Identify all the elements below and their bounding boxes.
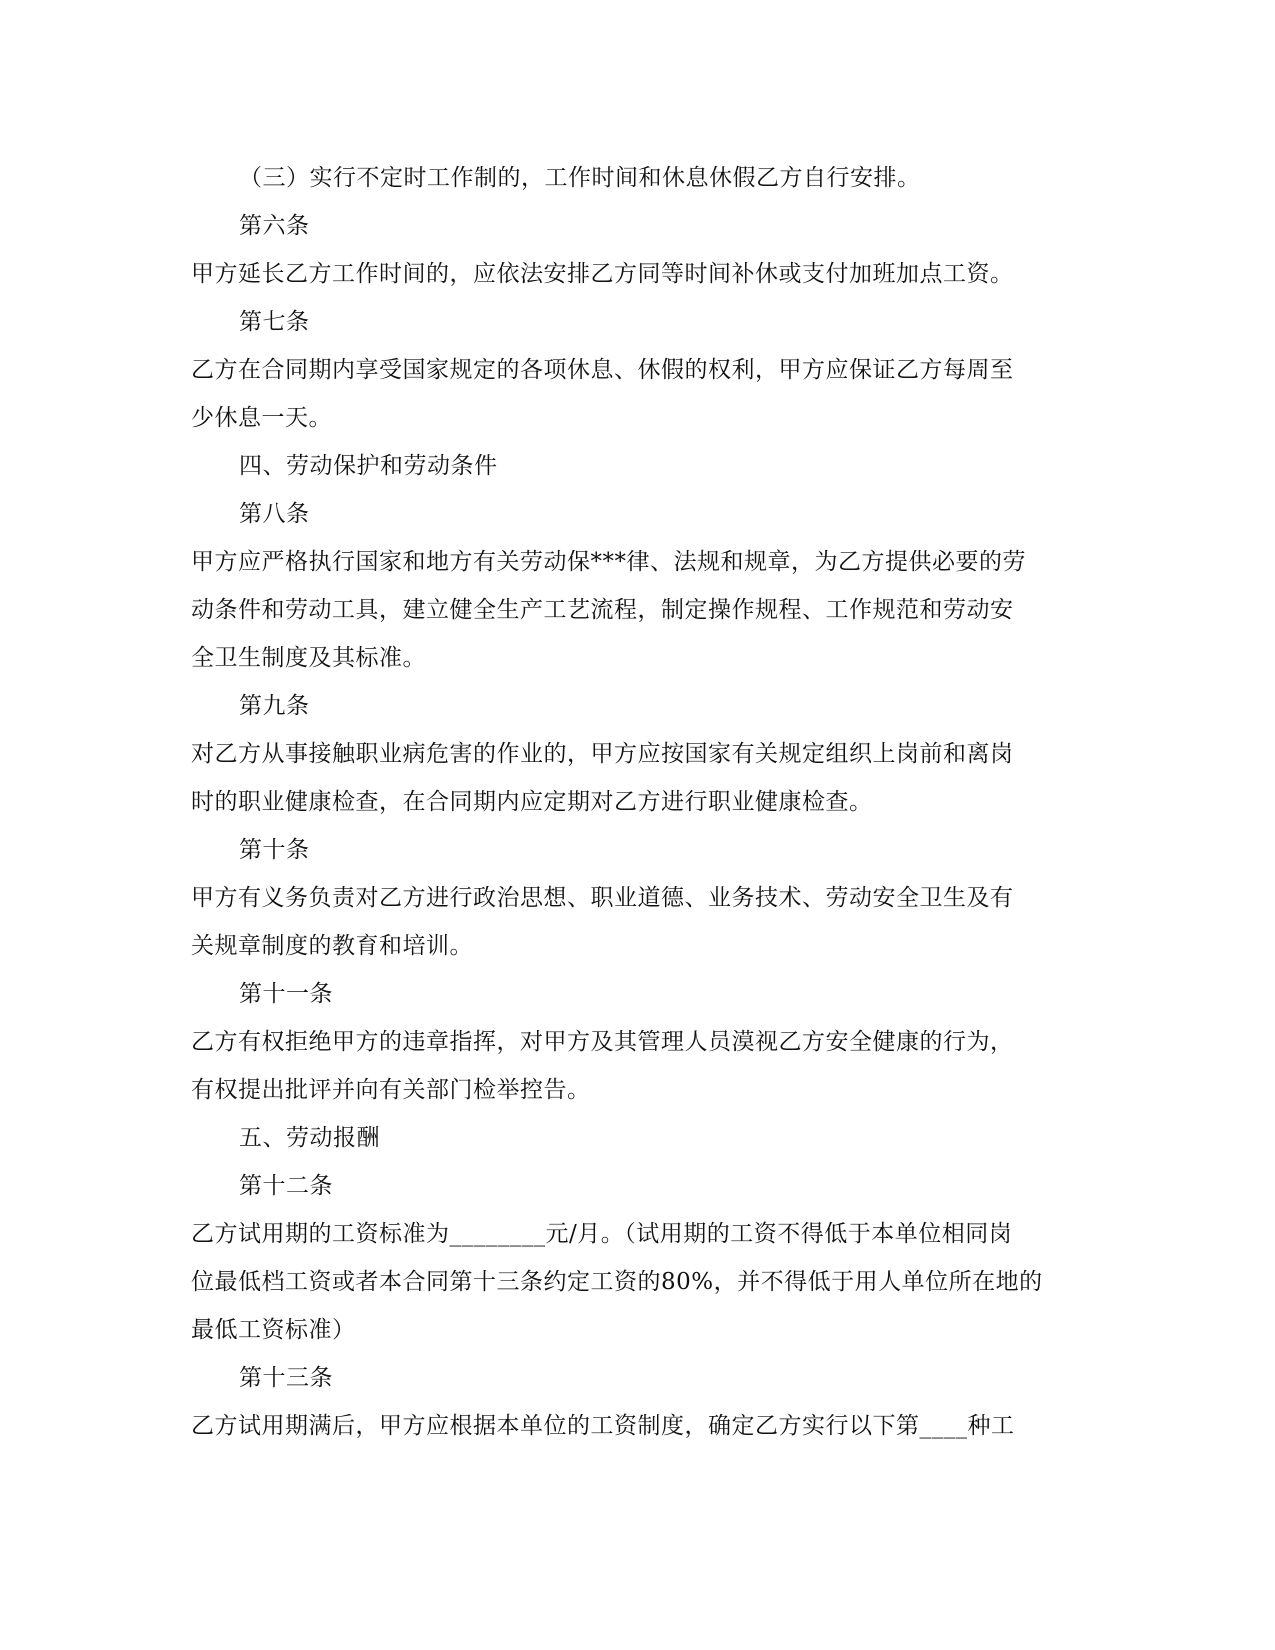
paragraph-line: 少休息一天。 [191, 405, 332, 431]
paragraph-line: 位最低档工资或者本合同第十三条约定工资的80%，并不得低于用人单位所在地的 [191, 1269, 1043, 1295]
paragraph-line: 乙方试用期满后，甲方应根据本单位的工资制度，确定乙方实行以下第____种工 [191, 1413, 1015, 1439]
paragraph-line: 有权提出批评并向有关部门检举控告。 [191, 1077, 591, 1103]
paragraph-line: 甲方延长乙方工作时间的，应依法安排乙方同等时间补休或支付加班加点工资。 [191, 261, 1014, 287]
section-heading: 四、劳动保护和劳动条件 [239, 453, 498, 479]
paragraph-line: 对乙方从事接触职业病危害的作业的，甲方应按国家有关规定组织上岗前和离岗 [191, 741, 1014, 767]
paragraph-line: 乙方在合同期内享受国家规定的各项休息、休假的权利，甲方应保证乙方每周至 [191, 357, 1014, 383]
article-heading: 第七条 [239, 309, 310, 335]
article-heading: 第六条 [239, 213, 310, 239]
paragraph-line: 乙方试用期的工资标准为________元/月。（试用期的工资不得低于本单位相同岗 [191, 1221, 1013, 1247]
document-body [191, 154, 1081, 1450]
section-heading: 五、劳动报酬 [239, 1125, 380, 1151]
paragraph-line: 甲方有义务负责对乙方进行政治思想、职业道德、业务技术、劳动安全卫生及有 [191, 885, 1014, 911]
paragraph-line: （三）实行不定时工作制的，工作时间和休息休假乙方自行安排。 [239, 165, 921, 191]
paragraph-line: 时的职业健康检查，在合同期内应定期对乙方进行职业健康检查。 [191, 789, 873, 815]
article-heading: 第八条 [239, 501, 310, 527]
article-heading: 第十一条 [239, 981, 333, 1007]
paragraph-line: 甲方应严格执行国家和地方有关劳动保***律、法规和规章，为乙方提供必要的劳 [191, 549, 1026, 575]
article-heading: 第十二条 [239, 1173, 333, 1199]
paragraph-line: 关规章制度的教育和培训。 [191, 933, 473, 959]
article-heading: 第十条 [239, 837, 310, 863]
article-heading: 第九条 [239, 693, 310, 719]
article-heading: 第十三条 [239, 1365, 333, 1391]
paragraph-line: 乙方有权拒绝甲方的违章指挥，对甲方及其管理人员漠视乙方安全健康的行为， [191, 1029, 1014, 1055]
paragraph-line: 动条件和劳动工具，建立健全生产工艺流程，制定操作规程、工作规范和劳动安 [191, 597, 1014, 623]
paragraph-line: 全卫生制度及其标准。 [191, 645, 426, 671]
paragraph-line: 最低工资标准） [191, 1317, 356, 1343]
